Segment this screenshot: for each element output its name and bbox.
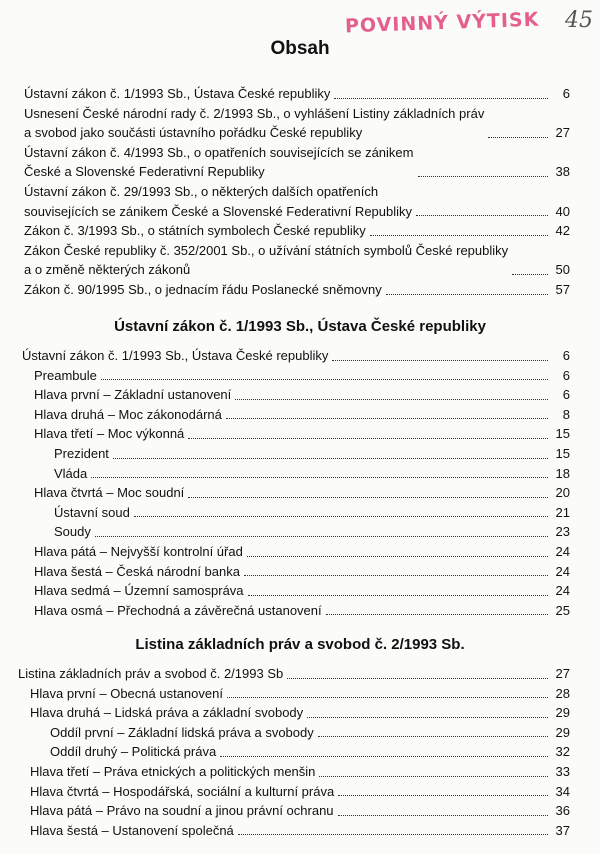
toc-entry-page: 21 <box>555 504 570 520</box>
dot-leader <box>488 137 548 138</box>
toc-entry <box>0 801 600 821</box>
main-toc <box>0 84 600 300</box>
toc-entry-page: 37 <box>555 822 570 838</box>
toc-entry <box>0 821 600 841</box>
dot-leader <box>227 697 548 698</box>
dot-leader <box>418 176 549 177</box>
dot-leader <box>326 614 548 615</box>
toc-entry-page: 57 <box>555 281 570 297</box>
toc-entry-page: 29 <box>555 724 570 740</box>
toc-entry-page: 50 <box>555 262 570 278</box>
toc-entry-page: 15 <box>555 426 570 442</box>
toc-entry-title: Hlava pátá – Právo na soudní a jinou právní ochranu <box>30 803 334 819</box>
toc-entry-page: 24 <box>555 563 570 579</box>
toc-entry <box>0 143 600 182</box>
toc-entry-page: 24 <box>555 583 570 599</box>
toc-entry-title: Hlava druhá – Moc zákonodárná <box>34 406 222 422</box>
toc-entry <box>0 562 600 582</box>
toc-entry-page: 32 <box>555 744 570 760</box>
toc-entry-title: Hlava čtvrtá – Hospodářská, sociální a kulturní práva <box>30 783 335 799</box>
dot-leader <box>238 834 548 835</box>
toc-entry-page: 6 <box>562 387 570 403</box>
toc-entry <box>0 104 600 143</box>
toc-entry-title: Hlava šestá – Ustanovení společná <box>30 822 234 838</box>
toc-entry-title: Zákon č. 3/1993 Sb., o státních symbolech České republiky <box>24 223 366 239</box>
toc-entry-title: Hlava druhá – Lidská práva a základní svobody <box>30 705 304 721</box>
toc-entry-page: 34 <box>555 783 570 799</box>
toc-entry-title: Ústavní zákon č. 4/1993 Sb., o opatřeních souvisejících se zánikem České a Slovenské Federativní Republiky <box>24 144 414 180</box>
dot-leader <box>244 575 548 576</box>
toc-entry-page: 25 <box>555 602 570 618</box>
toc-entry-title: Prezident <box>54 445 109 461</box>
toc-entry-title: Oddíl první – Základní lidská práva a svobody <box>50 724 314 740</box>
dot-leader <box>370 235 548 236</box>
toc-entry <box>0 385 600 405</box>
handwritten-number: 45 <box>565 8 593 33</box>
toc-entry-page: 38 <box>555 164 570 180</box>
toc-entry-page: 20 <box>555 485 570 501</box>
toc-entry <box>0 703 600 723</box>
section2-heading: Listina základních práv a svobod č. 2/1993 Sb. <box>135 636 465 653</box>
toc-entry-page: 28 <box>555 685 570 701</box>
toc-entry-page: 27 <box>555 666 570 681</box>
toc-entry-title: Hlava první – Obecná ustanovení <box>30 685 223 701</box>
dot-leader <box>91 477 548 478</box>
dot-leader <box>188 438 548 439</box>
toc-entry-page: 29 <box>555 705 570 721</box>
dot-leader <box>248 595 548 596</box>
toc-entry-title: Hlava čtvrtá – Moc soudní <box>34 485 185 501</box>
toc-entry-page: 40 <box>555 203 570 219</box>
toc-entry-page: 36 <box>555 803 570 819</box>
toc-entry-title: Oddíl druhý – Politická práva <box>50 744 217 760</box>
dot-leader <box>416 215 548 216</box>
dot-leader <box>95 536 548 537</box>
toc-entry-page: 8 <box>562 406 570 422</box>
dot-leader <box>287 678 548 679</box>
toc-entry <box>0 464 600 484</box>
toc-entry <box>0 221 600 241</box>
toc-entry-title: Hlava třetí – Moc výkonná <box>34 426 185 442</box>
povinny-vytisk-stamp: POVINNÝ VÝTISK <box>344 8 540 38</box>
section1-toc <box>0 346 600 620</box>
toc-entry-page: 6 <box>562 86 570 101</box>
toc-entry-page: 6 <box>562 367 570 383</box>
toc-entry-title: Ústavní zákon č. 1/1993 Sb., Ústava České republiky <box>24 86 331 101</box>
toc-entry <box>0 581 600 601</box>
dot-leader <box>338 815 548 816</box>
toc-entry-title: Hlava třetí – Práva etnických a politických menšin <box>30 763 316 779</box>
dot-leader <box>512 274 548 275</box>
dot-leader <box>134 516 548 517</box>
toc-entry-title: Hlava pátá – Nejvyšší kontrolní úřad <box>34 543 243 559</box>
toc-entry-title: Hlava sedmá – Územní samospráva <box>34 583 244 599</box>
toc-entry-title: Vláda <box>54 465 88 481</box>
toc-entry-page: 27 <box>555 125 570 141</box>
dot-leader <box>332 360 548 361</box>
toc-entry-title: Zákon č. 90/1995 Sb., o jednacím řádu Poslanecké sněmovny <box>24 281 382 297</box>
toc-entry-title: Hlava šestá – Česká národní banka <box>34 563 240 579</box>
toc-entry-title: Soudy <box>54 524 91 540</box>
toc-entry <box>0 601 600 621</box>
toc-entry <box>0 444 600 464</box>
toc-entry <box>0 762 600 782</box>
dot-leader <box>188 497 548 498</box>
toc-entry <box>0 782 600 802</box>
dot-leader <box>101 379 548 380</box>
section2-toc <box>0 664 600 840</box>
toc-entry <box>0 182 600 221</box>
dot-leader <box>318 736 548 737</box>
toc-entry-page: 18 <box>555 465 570 481</box>
toc-entry-page: 15 <box>555 445 570 461</box>
toc-entry <box>0 84 600 104</box>
toc-entry <box>0 405 600 425</box>
toc-entry <box>0 366 600 386</box>
toc-entry-title: Listina základních práv a svobod č. 2/1993 Sb <box>18 666 284 681</box>
section1-heading: Ústavní zákon č. 1/1993 Sb., Ústava České republiky <box>114 318 486 335</box>
page-title: Obsah <box>270 38 330 59</box>
dot-leader <box>319 776 548 777</box>
dot-leader <box>235 399 548 400</box>
toc-entry-page: 42 <box>555 223 570 239</box>
dot-leader <box>338 795 548 796</box>
toc-entry-page: 6 <box>562 348 570 363</box>
dot-leader <box>226 418 548 419</box>
toc-entry <box>0 742 600 762</box>
toc-entry-title: Preambule <box>34 367 97 383</box>
dot-leader <box>386 294 548 295</box>
dot-leader <box>247 556 548 557</box>
dot-leader <box>113 458 548 459</box>
toc-entry-title: Zákon České republiky č. 352/2001 Sb., o užívání státních symbolů České republiky a o změně některých zákonů <box>24 242 509 278</box>
toc-entry-page: 23 <box>555 524 570 540</box>
toc-entry <box>0 241 600 280</box>
toc-entry <box>0 483 600 503</box>
toc-entry-page: 24 <box>555 543 570 559</box>
toc-entry <box>0 542 600 562</box>
toc-entry-title: Hlava první – Základní ustanovení <box>34 387 232 403</box>
toc-entry <box>0 522 600 542</box>
dot-leader <box>307 717 548 718</box>
toc-entry-title: Ústavní soud <box>54 504 130 520</box>
toc-entry <box>0 280 600 300</box>
toc-entry <box>0 346 600 366</box>
toc-entry-title: Hlava osmá – Přechodná a závěrečná ustanovení <box>34 602 322 618</box>
toc-entry-page: 33 <box>555 763 570 779</box>
toc-entry <box>0 684 600 704</box>
toc-entry <box>0 723 600 743</box>
toc-entry <box>0 664 600 684</box>
toc-entry-title: Ústavní zákon č. 1/1993 Sb., Ústava České republiky <box>22 348 329 363</box>
toc-entry-title: Usnesení České národní rady č. 2/1993 Sb., o vyhlášení Listiny základních práv a svobod jako součásti ústavního pořádku České republiky <box>24 105 485 141</box>
dot-leader <box>334 98 548 99</box>
toc-entry-title: Ústavní zákon č. 29/1993 Sb., o některých dalších opatřeních souvisejících se zánikem České a Slovenské Federativní Republiky <box>24 183 413 219</box>
toc-entry <box>0 503 600 523</box>
dot-leader <box>220 756 548 757</box>
toc-entry <box>0 424 600 444</box>
